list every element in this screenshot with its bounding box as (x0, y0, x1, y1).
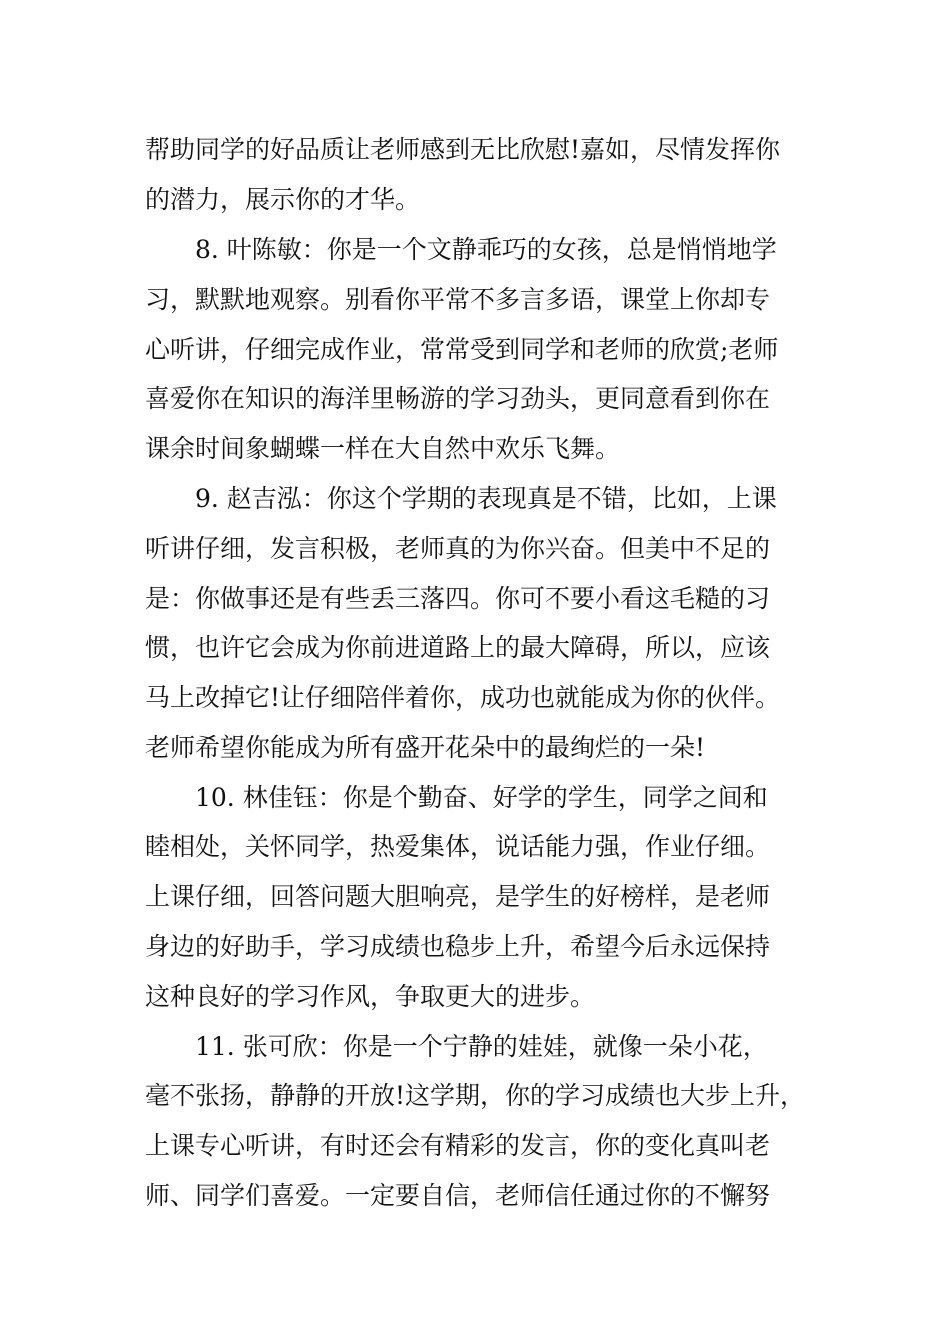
text-line: 课余时间象蝴蝶一样在大自然中欢乐飞舞。 (145, 434, 621, 463)
text-line: 马上改掉它!让仔细陪伴着你，成功也就能成为你的伙伴。 (145, 683, 781, 712)
text-line: 上课专心听讲，有时还会有精彩的发言，你的变化真叫老 (145, 1131, 771, 1160)
text-line: 的潜力，展示你的才华。 (145, 185, 421, 214)
paragraph-9-start: 9. 赵吉泓：你这个学期的表现真是不错，比如，上课 (195, 484, 777, 513)
paragraph-11-start: 11. 张可欣：你是一个宁静的娃娃，就像一朵小花， (195, 1032, 768, 1061)
paragraph-10-start: 10. 林佳钰：你是个勤奋、好学的学生，同学之间和 (195, 783, 768, 812)
text-line: 上课仔细，回答问题大胆响亮，是学生的好榜样，是老师 (145, 882, 771, 911)
text-line: 习，默默地观察。别看你平常不多言多语，课堂上你却专 (145, 285, 771, 314)
text-line: 心听讲，仔细完成作业，常常受到同学和老师的欣赏;老师 (145, 335, 779, 364)
paragraph-8-start: 8. 叶陈敏：你是一个文静乖巧的女孩，总是悄悄地学 (195, 235, 777, 264)
text-line: 喜爱你在知识的海洋里畅游的学习劲头，更同意看到你在 (145, 384, 771, 413)
text-line: 身边的好助手，学习成绩也稳步上升，希望今后永远保持 (145, 932, 771, 961)
text-line: 是：你做事还是有些丢三落四。你可不要小看这毛糙的习 (145, 584, 771, 613)
text-line: 毫不张扬，静静的开放!这学期，你的学习成绩也大步上升， (145, 1081, 806, 1110)
text-line: 帮助同学的好品质让老师感到无比欣慰!嘉如，尽情发挥你 (145, 135, 781, 164)
text-line: 听讲仔细，发言积极，老师真的为你兴奋。但美中不足的 (145, 534, 771, 563)
text-line: 这种良好的学习作风，争取更大的进步。 (145, 982, 596, 1011)
text-line: 师、同学们喜爱。一定要自信，老师信任通过你的不懈努 (145, 1181, 771, 1210)
text-line: 惯，也许它会成为你前进道路上的最大障碍，所以，应该 (145, 633, 771, 662)
text-line: 老师希望你能成为所有盛开花朵中的最绚烂的一朵! (145, 733, 706, 762)
text-line: 睦相处，关怀同学，热爱集体，说话能力强，作业仔细。 (145, 832, 771, 861)
